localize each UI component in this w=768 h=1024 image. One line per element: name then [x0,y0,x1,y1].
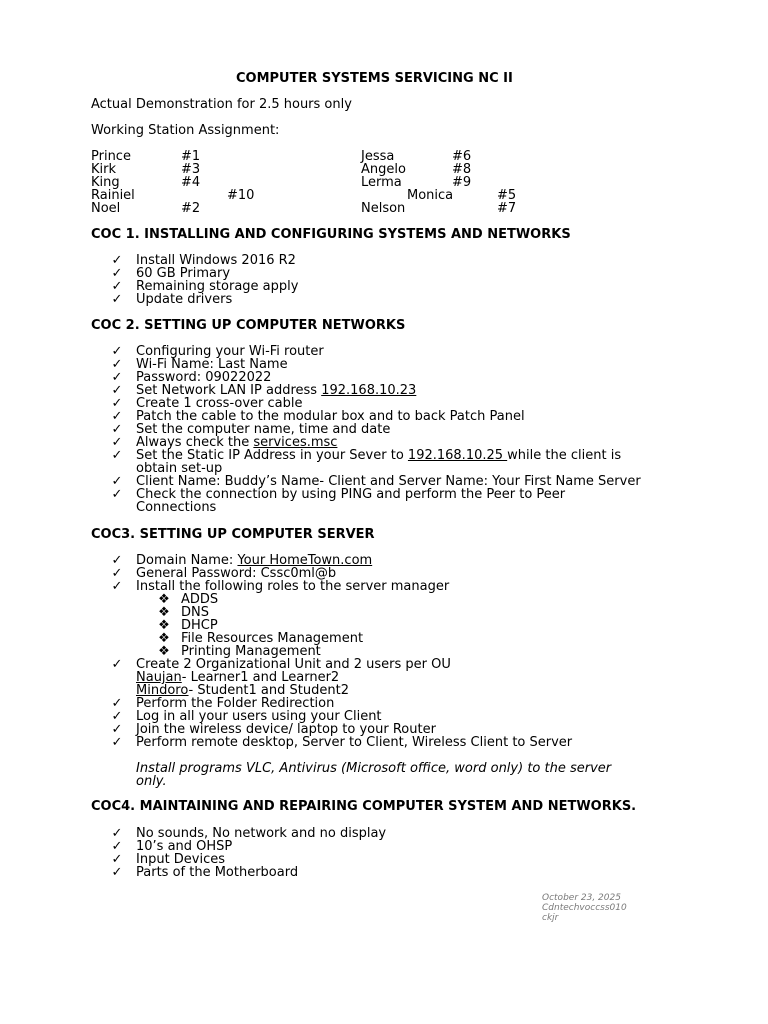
list-item: 10’s and OHSP [136,839,233,854]
station-name: Monica [407,188,454,203]
station-name: Jessa [361,149,395,164]
station-number: #10 [227,188,255,203]
station-number: #7 [497,201,517,216]
install-note: Install programs VLC, Antivirus (Microsoft office, word only) to the server [136,761,612,776]
ip-address-lan: 192.168.10.23 [321,383,417,398]
list-item: No sounds, No network and no display [136,826,387,841]
list-item-text: Set Network LAN IP address [136,383,322,398]
station-name: King [91,175,120,190]
list-item-text: Always check the [136,435,254,450]
list-item: Remaining storage apply [136,279,299,294]
ou-name: Mindoro [136,683,189,698]
station-number: #5 [497,188,517,203]
list-item: Install Windows 2016 R2 [136,253,296,268]
station-name: Lerma [361,175,402,190]
document-title: COMPUTER SYSTEMS SERVICING NC II [236,71,513,86]
list-item: Set the computer name, time and date [136,422,391,437]
list-item: Update drivers [136,292,233,307]
station-name: Rainiel [91,188,135,203]
role-item: Printing Management [181,644,321,659]
install-note-continuation: only. [136,774,167,789]
station-number: #4 [181,175,201,190]
list-item: Configuring your Wi-Fi router [136,344,324,359]
list-item: Create 1 cross-over cable [136,396,303,411]
station-number: #2 [181,201,201,216]
check-icon: ✓ [111,566,123,581]
check-icon: ✓ [111,735,123,750]
role-item: File Resources Management [181,631,364,646]
check-icon: ✓ [111,409,123,424]
diamond-bullet-icon: ❖ [158,605,170,620]
role-item: DNS [181,605,209,620]
services-msc: services.msc [253,435,338,450]
list-item-text: Set the Static IP Address in your Sever to [136,448,408,463]
check-icon: ✓ [111,448,123,463]
check-icon: ✓ [111,292,123,307]
check-icon: ✓ [111,383,123,398]
check-icon: ✓ [111,487,123,502]
coc3-heading: COC3. SETTING UP COMPUTER SERVER [91,527,375,542]
intro-text: Actual Demonstration for 2.5 hours only [91,97,352,112]
role-item: DHCP [181,618,218,633]
check-icon: ✓ [111,422,123,437]
check-icon: ✓ [111,396,123,411]
check-icon: ✓ [111,279,123,294]
coc2-heading: COC 2. SETTING UP COMPUTER NETWORKS [91,318,406,333]
list-item-continuation: obtain set-up [136,461,223,476]
list-item: Password: 09022022 [136,370,272,385]
ou-users: - Learner1 and Learner2 [181,670,340,685]
list-item: Perform remote desktop, Server to Client, Wireless Client to Server [136,735,573,750]
footer-code: Cdntechvoccss010 [542,903,627,913]
station-number: #8 [452,162,472,177]
list-item: Log in all your users using your Client [136,709,382,724]
check-icon: ✓ [111,579,123,594]
station-name: Angelo [361,162,406,177]
check-icon: ✓ [111,266,123,281]
station-number: #6 [452,149,472,164]
station-name: Kirk [91,162,117,177]
check-icon: ✓ [111,696,123,711]
coc4-heading: COC4. MAINTAINING AND REPAIRING COMPUTER SYSTEM AND NETWORKS. [91,799,637,814]
assignment-label: Working Station Assignment: [91,123,280,138]
check-icon: ✓ [111,344,123,359]
diamond-bullet-icon: ❖ [158,644,170,659]
check-icon: ✓ [111,865,123,880]
list-item-continuation: Connections [136,500,217,515]
diamond-bullet-icon: ❖ [158,592,170,607]
list-item-text: Domain Name: [136,553,238,568]
check-icon: ✓ [111,474,123,489]
coc1-heading: COC 1. INSTALLING AND CONFIGURING SYSTEMS AND NETWORKS [91,227,571,242]
station-number: #1 [181,149,201,164]
list-item: Install the following roles to the server manager [136,579,450,594]
check-icon: ✓ [111,852,123,867]
ou-name: Naujan [136,670,182,685]
check-icon: ✓ [111,357,123,372]
check-icon: ✓ [111,435,123,450]
check-icon: ✓ [111,657,123,672]
diamond-bullet-icon: ❖ [158,631,170,646]
footer-date: October 23, 2025 [542,893,621,903]
diamond-bullet-icon: ❖ [158,618,170,633]
station-name: Prince [91,149,131,164]
check-icon: ✓ [111,826,123,841]
footer-initials: ckjr [542,913,559,923]
list-item: Patch the cable to the modular box and to back Patch Panel [136,409,525,424]
list-item: Check the connection by using PING and perform the Peer to Peer [136,487,566,502]
domain-name: Your HomeTown.com [237,553,373,568]
check-icon: ✓ [111,370,123,385]
check-icon: ✓ [111,253,123,268]
list-item: Client Name: Buddy’s Name- Client and Server Name: Your First Name Server [136,474,641,489]
check-icon: ✓ [111,839,123,854]
ou-users: - Student1 and Student2 [188,683,349,698]
station-number: #3 [181,162,201,177]
station-name: Noel [91,201,121,216]
role-item: ADDS [181,592,219,607]
list-item: Parts of the Motherboard [136,865,299,880]
check-icon: ✓ [111,722,123,737]
list-item: 60 GB Primary [136,266,231,281]
station-number: #9 [452,175,472,190]
list-item-text: while the client is [507,448,622,463]
ip-address-static: 192.168.10.25 [407,448,508,463]
list-item: Join the wireless device/ laptop to your Router [136,722,436,737]
list-item: Perform the Folder Redirection [136,696,335,711]
check-icon: ✓ [111,709,123,724]
list-item: General Password: Cssc0ml@b [136,566,337,581]
list-item: Wi-Fi Name: Last Name [136,357,288,372]
check-icon: ✓ [111,553,123,568]
list-item: Input Devices [136,852,226,867]
list-item: Create 2 Organizational Unit and 2 users per OU [136,657,451,672]
station-name: Nelson [361,201,406,216]
